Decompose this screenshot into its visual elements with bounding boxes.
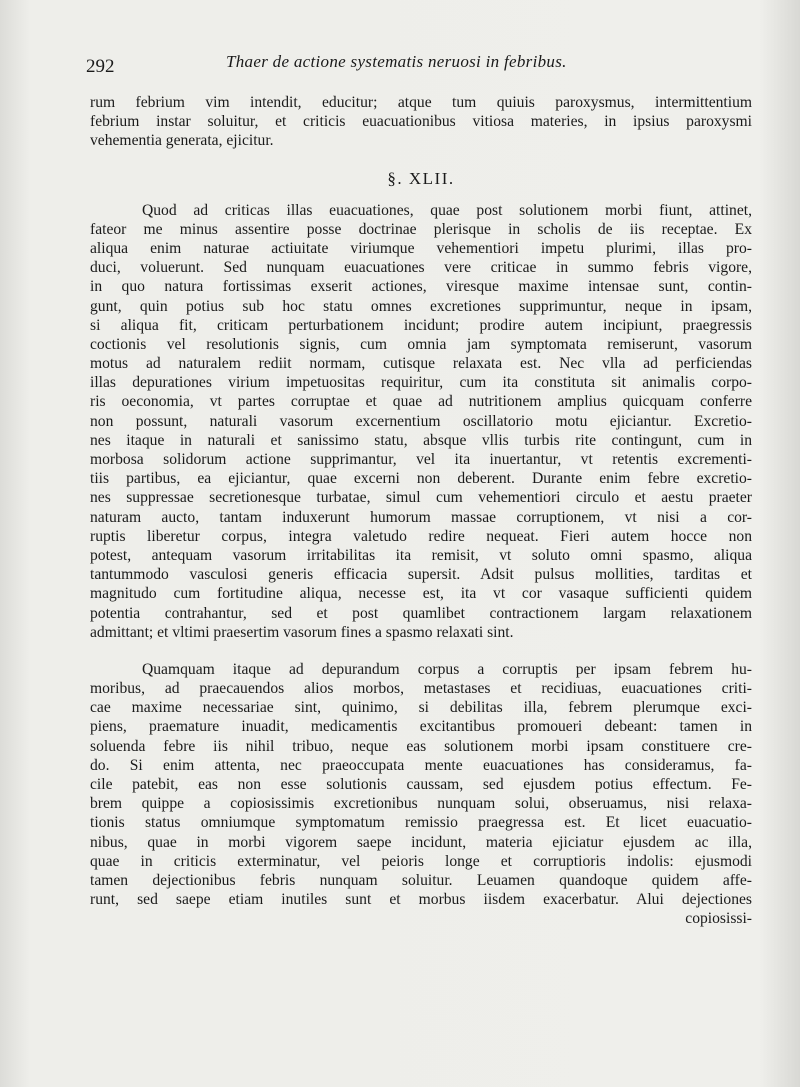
text-line: coctionis vel resolutionis signis, cum omnia jam symptomata remiserunt, vasorum (90, 335, 752, 353)
opening-paragraph (90, 93, 752, 151)
text-line: potest, antequam vasorum irritabilitas ita remisit, vt soluto omni spasmo, aliqua (90, 546, 752, 564)
text-line: ris oeconomia, vt partes corruptae et quae ad nutritionem amplius quicquam conferre (90, 393, 752, 411)
text-line: quae in criticis exterminatur, vel peioris longe et corruptioris indolis: ejusmodi (90, 852, 752, 870)
text-line: soluenda febre iis nihil tribuo, neque eas solutionem morbi ipsam constituere cre- (90, 737, 752, 755)
text-line: febrium instar soluitur, et criticis euacuationibus vitiosa materies, in ipsius paroxysmi (90, 113, 752, 131)
text-line: nibus, quae in morbi vigorem saepe incidunt, materia ejiciatur ejusdem ac illa, (90, 833, 752, 851)
page-number: 292 (86, 56, 115, 77)
text-line: rum febrium vim intendit, educitur; atque tum quiuis paroxysmus, intermittentium (90, 94, 752, 111)
text-line: admittant; et vltimi praesertim vasorum fines a spasmo relaxati sint. (90, 623, 514, 641)
text-line: Quod ad criticas illas euacuationes, quae post solutionem morbi fiunt, attinet, (142, 201, 752, 219)
text-line: runt, sed saepe etiam inutiles sunt et morbus iisdem exacerbatur. Alui dejectiones (90, 891, 752, 909)
paragraph-2 (90, 660, 752, 909)
paragraph-gap (90, 642, 752, 660)
text-line: piens, praemature inuadit, medicamentis excitantibus promoueri debeant: tamen in (90, 718, 752, 736)
running-head: Thaer de actione systematis neruosi in febribus. (226, 52, 567, 71)
text-line: naturam aucto, tantam induxerunt humorum massae corruptionem, vt nisi a cor- (90, 508, 752, 526)
text-line: non possunt, naturali vasorum excernentium oscillatorio motu ejiciantur. Excretio- (90, 412, 752, 430)
text-line: gunt, quin potius sub hoc statu omnes excretiones supprimuntur, neque in ipsam, (90, 297, 752, 315)
text-line: cae maxime necessariae sint, quinimo, si debilitas illa, febrem plerumque exci- (90, 699, 752, 717)
text-line: tantummodo vasculosi generis efficacia supersit. Adsit pulsus mollities, tarditas et (90, 566, 752, 584)
text-line: nes itaque in naturali et sanissimo statu, absque vllis turbis rite contingunt, cum in (90, 431, 752, 449)
text-line: illas depurationes virium impetuositas requiritur, cum ita constituta sit animalis corpo- (90, 374, 752, 392)
text-line: potentia contrahantur, sed et post quamlibet contractionem largam relaxationem (90, 604, 752, 622)
text-line: tamen dejectionibus febris nunquam soluitur. Leuamen quandoque quidem affe- (90, 871, 752, 889)
text-line: moribus, ad praecauendos alios morbos, metastases et recidiuas, euacuationes criti- (90, 680, 752, 698)
text-line: motus ad naturalem rediit normam, cutisque relaxata est. Nec vlla ad perficiendas (90, 355, 752, 373)
page-header (86, 52, 766, 78)
section-heading: §. XLII. (387, 168, 455, 188)
text-line: tionis status omniumque symptomatum remissio praegressa est. Et licet euacuatio- (90, 814, 752, 832)
text-line: do. Si enim attenta, nec praeoccupata mente euacuationes has consideramus, fa- (90, 756, 752, 774)
text-line: magnitudo cum fortitudine aliqua, necesse est, ita vt cor vasaque sufficienti quidem (90, 585, 752, 603)
text-line: brem quippe a copiosissimis excretionibus nunquam solui, obseruamus, nisi relaxa- (90, 795, 752, 813)
text-line: ruptis liberetur corpus, integra valetudo redire nequeat. Fieri autem hocce non (90, 527, 752, 545)
paragraph-1 (90, 201, 752, 642)
text-line: cile patebit, eas non esse solutionis caussam, sed ejusdem potius effectum. Fe- (90, 776, 752, 793)
text-line: in quo natura fortissimas exserit actiones, viresque maxime intensae sunt, contin- (90, 278, 752, 296)
text-line: aliqua enim naturae actiuitate viriumque vehementiori impetu plurimi, illas pro- (90, 239, 752, 257)
catchword: copiosissi- (685, 910, 752, 928)
text-line: fateor me minus assentire posse doctrinae plerisque in scholis de iis receptae. Ex (90, 220, 752, 238)
text-line: si aliqua fit, criticam perturbationem incidunt; prodire autem incipiunt, praegressis (90, 316, 752, 334)
text-line: duci, voluerunt. Sed nunquam euacuationes vere criticae in summo febris vigore, (90, 259, 752, 277)
text-line: Quamquam itaque ad depurandum corpus a corruptis per ipsam febrem hu- (142, 660, 752, 678)
body-text (90, 93, 752, 929)
text-line: morbosa solidorum actione supprimantur, vel ita inuertantur, vt retentis excrementi- (90, 451, 752, 468)
text-line: nes suppressae secretionesque turbatae, simul cum vehementiori circulo et aestu praeter (90, 489, 752, 507)
text-line: tiis partibus, ea ejiciantur, quae excerni non deberent. Durante enim febre excretio- (90, 470, 752, 488)
text-line: vehementia generata, ejicitur. (90, 132, 274, 150)
